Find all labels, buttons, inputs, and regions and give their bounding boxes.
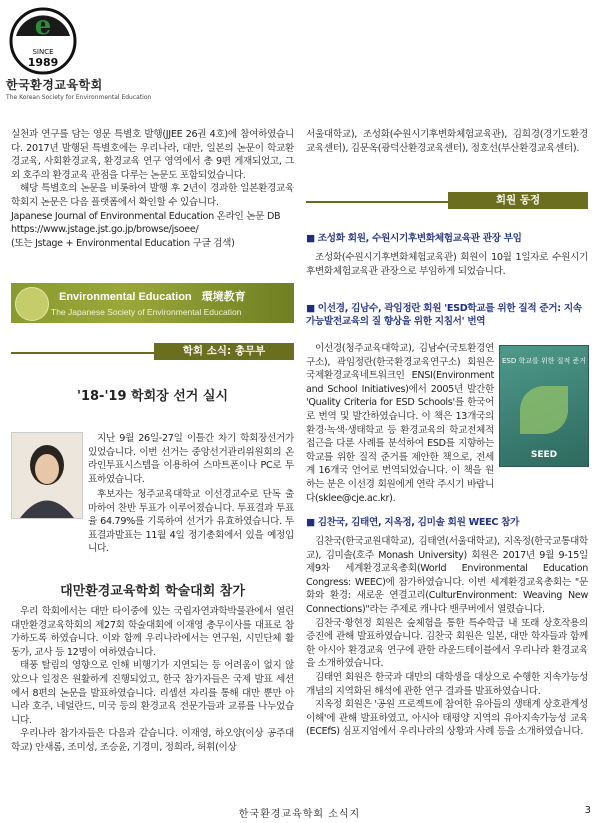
intro-paragraph: 실천과 연구를 담는 영문 특별호 발행(JJEE 26권 4호)에 참여하였습니다. 2017년 발행된 특별호에는 우리나라, 대만, 일본의 논문이 학교환경교육, 사회환경교육, 환경교육 연구 영역에서 총 9편 게재되었고, 그 외 호주의 환경교육 관점을 다루는 논문도 포함되었습니다. [11, 129, 294, 181]
item2-head: ■ 이선경, 김남수, 곽임정란 회원 'ESD학교를 위한 질적 준거: 지속가능발전교육의 질 향상을 위한 지침서' 번역 [306, 303, 582, 327]
taiwan-p1: 우리 학회에서는 대만 타이중에 있는 국립자연과학박물관에서 열린 대만환경교육학회의 제27회 학술대회에 이재영 총무이사를 대표로 참가하도록 하였습니다. 이와 함께 우리나라에서는 연구원, 시민단체 활동가, 교사 등 12명이 여하였습니다. [11, 606, 294, 658]
election-body [88, 432, 294, 486]
item1-head: ■ 조성화 회원, 수원시기후변화체험교육관 관장 부임 [306, 233, 522, 244]
taiwan-p3: 우리나라 참가자들은 다음과 같습니다. 이재영, 하오양(이상 공주대학교) 안새롬, 조미성, 조승윤, 기경미, 정희라, 허휘(이상 [11, 728, 294, 753]
item1-body: 조성화(수원시기후변화체험교육관) 회원이 10월 1일자로 수원시기후변화체험교육관 관장으로 부임하게 되었습니다. [306, 252, 588, 277]
society-logo [8, 6, 108, 76]
member-news-section [306, 192, 588, 209]
book-label: SEED [530, 450, 558, 460]
section-label: 회원 동정 [448, 192, 588, 209]
general-affairs-section [11, 343, 294, 360]
left-column-top [11, 128, 294, 250]
item3-p4: 지옥정 회원은 '공원 프로젝트에 참여한 유아들의 생태계 상호관계성 이해'에 관해 발표하였고, 아시아 태평양 지역의 유아지속가능성 교육(ECEfS) 심포지엄에서 우리나라의 상황과 사례 등을 소개하였습니다. [306, 699, 588, 738]
svg-text:e: e [34, 11, 52, 41]
item3-p3: 김태연 회원은 한국과 대만의 대학생을 대상으로 수행한 지속가능성 개념의 지역화된 해석에 관한 연구 결과를 발표하였습니다. [306, 671, 588, 697]
leaf-icon [520, 386, 568, 434]
org-name-en: The Korean Society for Environmental Education [6, 94, 152, 101]
continued-paragraph: 서울대학교), 조성화(수원시기후변화체험교육관), 김희경(경기도환경교육센터), 김문옥(광덕산환경교육센터), 정호선(부산환경교육센터). [306, 129, 588, 154]
candidate-photo [11, 432, 83, 519]
taiwan-article [11, 580, 294, 755]
book-title: ESD 학교를 위한 질적 준거 [501, 357, 586, 365]
member-item-1 [306, 232, 588, 278]
election-title: '18-'19 학회장 선거 실시 [76, 389, 229, 404]
banner-emblem [15, 287, 49, 321]
banner-subtitle: The Japanese Society of Environmental Education [51, 307, 242, 317]
member-item-2 [306, 302, 588, 328]
item2-body: 이선경(청주교육대학교), 김남수(국토환경연구소), 곽임정란(한국환경교육연구소) 회원은 국제환경교육네트워크인 ENSI(Environment and School Initiatives)에서 2005년 발간한 'Quality Criteria for ESD Schools'를 한국어로 번역 및 발간하였습니다. 이 책은 13개국의 환경·녹색·생태학교 등 환경교육의 학교전체적 접근을 다룬 사례를 분석하여 ESD를 지향하는 학교를 위한 질적 준거를 제안한 책으로, 전세계 16개국 언어로 번역되었습니다. 이 책을 원하는 분은 이선경 회원에게 연락 주시기 바랍니다(sklee@cje.ac.kr). [306, 343, 494, 504]
item3-p2: 김찬국·황현정 회원은 숲체험을 통한 특수학급 내 또래 상호작용의 증진에 관해 발표하였습니다. 김찬국 회원은 일본, 대만 학자들과 함께한 아시아 환경교육 연구에 관한 라운드테이블에서 우리나라 환경교육을 소개하였습니다. [306, 617, 588, 670]
page-number: 3 [584, 805, 591, 816]
right-column [306, 128, 588, 155]
banner-title-en: Environmental Education [59, 291, 192, 303]
journal-url[interactable]: https://www.jstage.jst.go.jp/browse/jsoee/ [11, 224, 199, 236]
taiwan-p2: 태풍 탈림의 영향으로 인해 비행기가 지연되는 등 어려움이 없지 않았으나 일정은 원활하게 진행되었고, 한국 참가자들은 국제 발표 세션에서 8편의 논문을 발표하였습니다. 리셉션 자리를 통해 대만 뿐만 아니라 호주, 네덜란드, 미국 등의 환경교육 전문가들과 교류를 나누었습니다. [11, 660, 294, 726]
journal-name: Japanese Journal of Environmental Education 온라인 논문 DB [11, 210, 281, 222]
taiwan-title: 대만환경교육학회 학술대회 참가 [60, 584, 245, 599]
banner-title-kr: 環境教育 [201, 291, 246, 303]
logo-year: 1989 [27, 56, 59, 69]
journal-banner [11, 283, 294, 323]
org-name [6, 80, 151, 103]
section-bar [11, 343, 294, 360]
item3-p1: 김찬국(한국교원대학교), 김태연(서울대학교), 지옥정(한국교통대학교), 김미솔(호주 Monash University) 회원은 2017년 9월 9-15일 제9차 세계환경교육총회(World Environmental Education Congress: WEEC)에 참가하였습니다. 이번 세계환경교육총회는 "문화와 환경: 새로운 연결고리(CulturEnvironment: Weaving New Connections)"라는 주제로 캐나다 밴쿠버에서 열렸습니다. [306, 536, 588, 615]
election-p2: 후보자는 청주교육대학교 이선경교수로 단독 출마하여 찬반 투표가 이루어졌습니다. 투표결과 투표율 64.79%를 기록하여 선거가 유효하였습니다. 투표결과발표는 11월 4일 정기총회에서 있을 예정입니다. [88, 489, 294, 555]
search-tip: (또는 Jstage + Environmental Education 구글 검색) [11, 237, 235, 249]
newsletter-footer: 한국환경교육학회 소식지 [238, 809, 361, 820]
election-article [11, 385, 294, 404]
banner-title [59, 288, 246, 304]
book-cover [499, 345, 589, 467]
item3-head: ■ 김찬국, 김태연, 지옥정, 김미솔 회원 WEEC 참가 [306, 517, 520, 528]
review-paragraph: 해당 특별호의 논문을 비롯하여 발행 후 2년이 경과한 일본환경교육학회지 논문은 다음 플랫폼에서 확인할 수 있습니다. [11, 183, 294, 208]
section-label: 학회 소식: 총무부 [154, 343, 294, 360]
member-item-3 [306, 516, 588, 739]
election-p1: 지난 9월 26일-27일 이틀간 차기 학회장선거가 있었습니다. 이번 선거는 중앙선거관리위원회의 온라인투표시스템을 이용하여 스마트폰이나 PC로 투표하였습니다. [88, 433, 294, 485]
section-bar [306, 192, 588, 209]
logo-since: SINCE [32, 48, 54, 56]
org-name-kr: 한국환경교육학회 [6, 78, 103, 92]
